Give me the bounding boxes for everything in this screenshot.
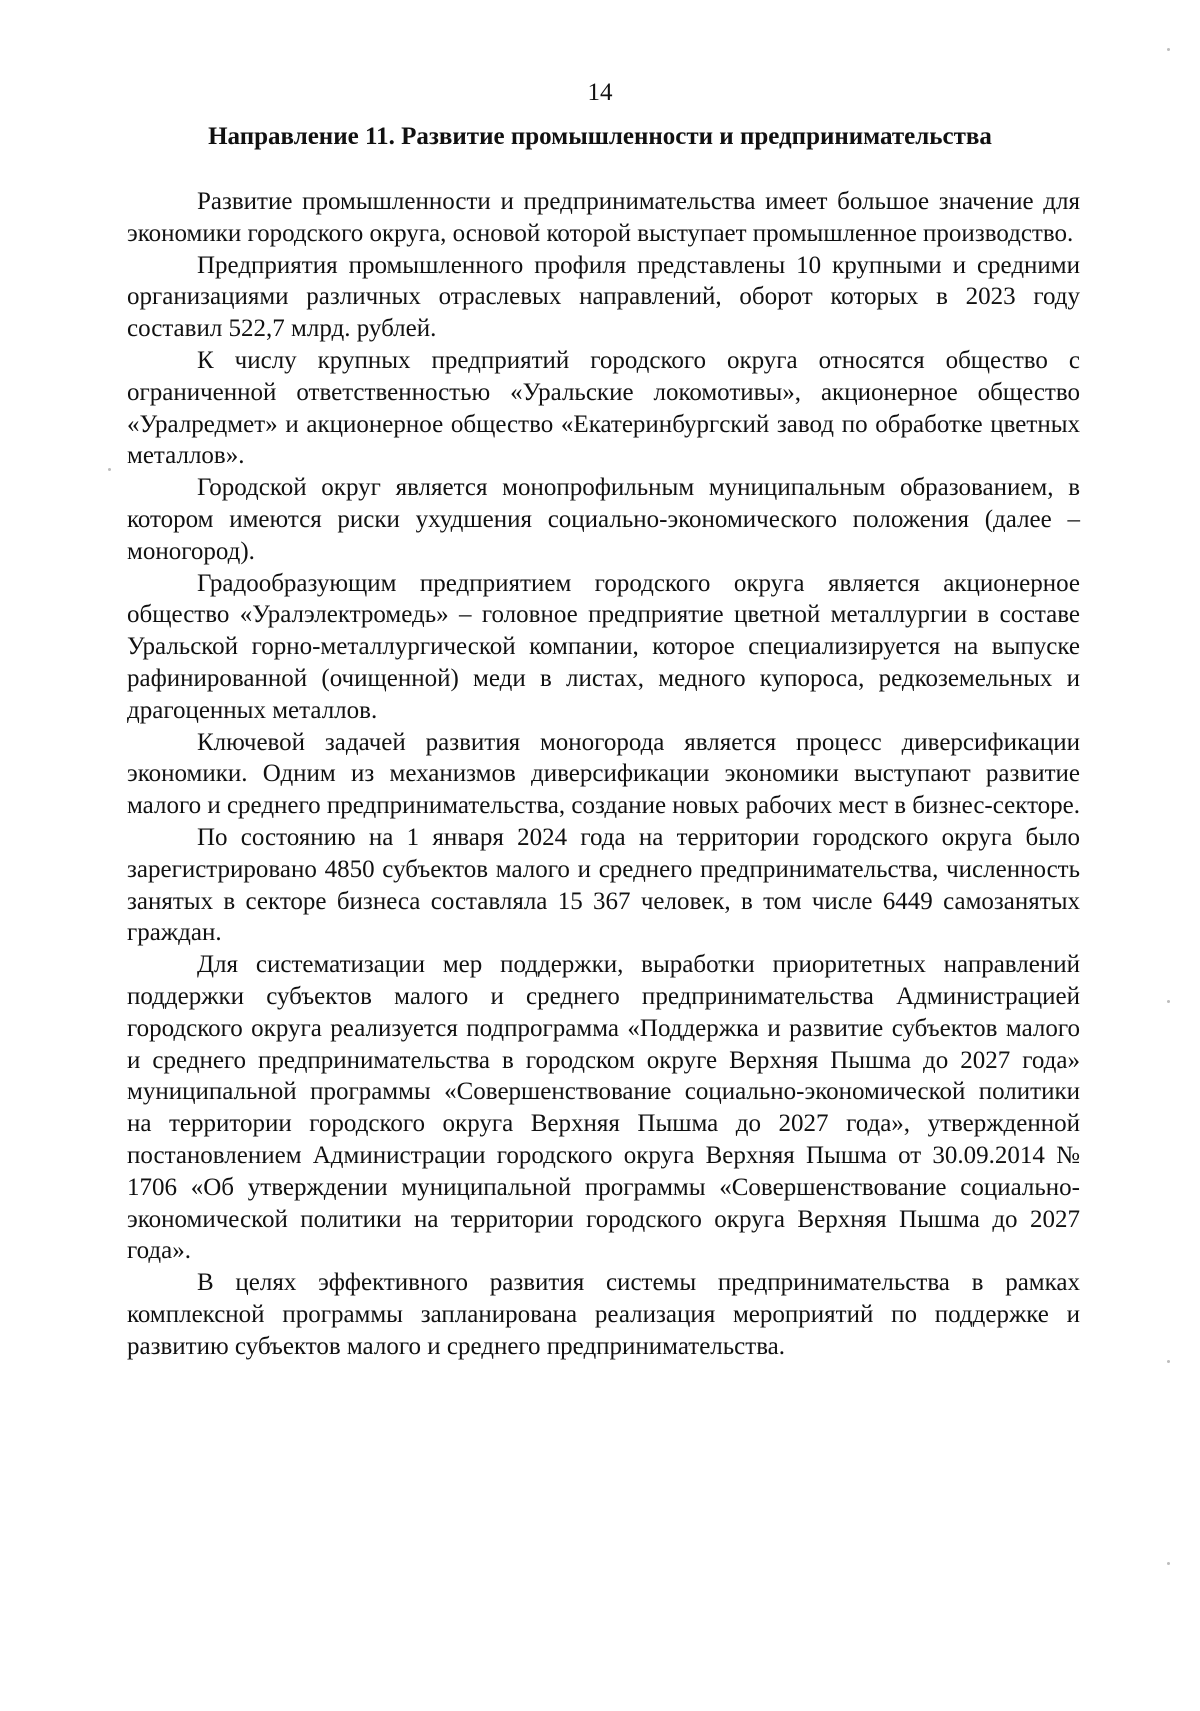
paragraph-sme-statistics: По состоянию на 1 января 2024 года на территории городского округа было зарегистрировано 4850 субъектов малого и среднего предпринимательства, численность занятых в секторе бизнеса составляла 15 367 человек, в том числе 6449 самозанятых граждан.: [127, 823, 1080, 947]
paragraph-complex-program: В целях эффективного развития системы предпринимательства в рамках комплексной программы запланирована реализация мероприятий по поддержке и развитию субъектов малого и среднего предпринимательства.: [127, 1269, 1080, 1360]
paragraph-industry-importance: Развитие промышленности и предпринимательства имеет большое значение для экономики городского округа, основой которой выступает промышленное производство.: [127, 188, 1080, 247]
paragraph-diversification: Ключевой задачей развития моногорода является процесс диверсификации экономики. Одним из механизмов диверсификации экономики выступают развитие малого и среднего предпринимательства, создание новых рабочих мест в бизнес-секторе.: [127, 728, 1081, 820]
paragraph-industrial-enterprises: Предприятия промышленного профиля представлены 10 крупными и средними организациями различных отраслевых направлений, оборот которых в 2023 году составил 522,7 млрд. рублей.: [127, 251, 1080, 343]
paragraph-monotown: Городской округ является монопрофильным муниципальным образованием, в котором имеются риски ухудшения социально-экономического положения (далее – моногород).: [127, 474, 1080, 565]
scan-artifact: [1167, 1360, 1170, 1363]
scan-artifact: [1167, 48, 1170, 51]
scan-artifact: [1167, 1562, 1170, 1565]
scan-artifact: [108, 468, 111, 471]
paragraph-support-subprogram: Для систематизации мер поддержки, выработки приоритетных направлений поддержки субъектов малого и среднего предпринимательства Администрацией городского округа реализуется подпрограмма «Поддержка и развитие субъектов малого и среднего предпринимательства в городском округе Верхняя Пышма до 2027 года» муниципальной программы «Совершенствование социально-экономической политики на территории городского округа Верхняя Пышма до 2027 года», утвержденной постановлением Администрации городского округа Верхняя Пышма от 30.09.2014 № 1706 «Об утверждении муниципальной программы «Совершенствование социально-экономической политики на территории городского округа Верхняя Пышма до 2027 года».: [127, 951, 1080, 1265]
page-number: 14: [587, 79, 613, 106]
section-heading: Направление 11. Развитие промышленности и предпринимательства: [208, 123, 992, 150]
paragraph-large-enterprises: К числу крупных предприятий городского округа относятся общество с ограниченной ответственностью «Уральские локомотивы», акционерное общество «Уралредмет» и акционерное общество «Екатеринбургский завод по обработке цветных металлов».: [127, 346, 1080, 470]
scan-artifact: [1167, 1000, 1170, 1003]
paragraph-city-forming-enterprise: Градообразующим предприятием городского округа является акционерное общество «Уралэлектромедь» – головное предприятие цветной металлургии в составе Уральской горно-металлургической компании, которое специализируется на выпуске рафинированной (очищенной) меди в листах, медного купороса, редкоземельных и драгоценных металлов.: [127, 569, 1080, 724]
document-body: [127, 186, 1080, 1362]
